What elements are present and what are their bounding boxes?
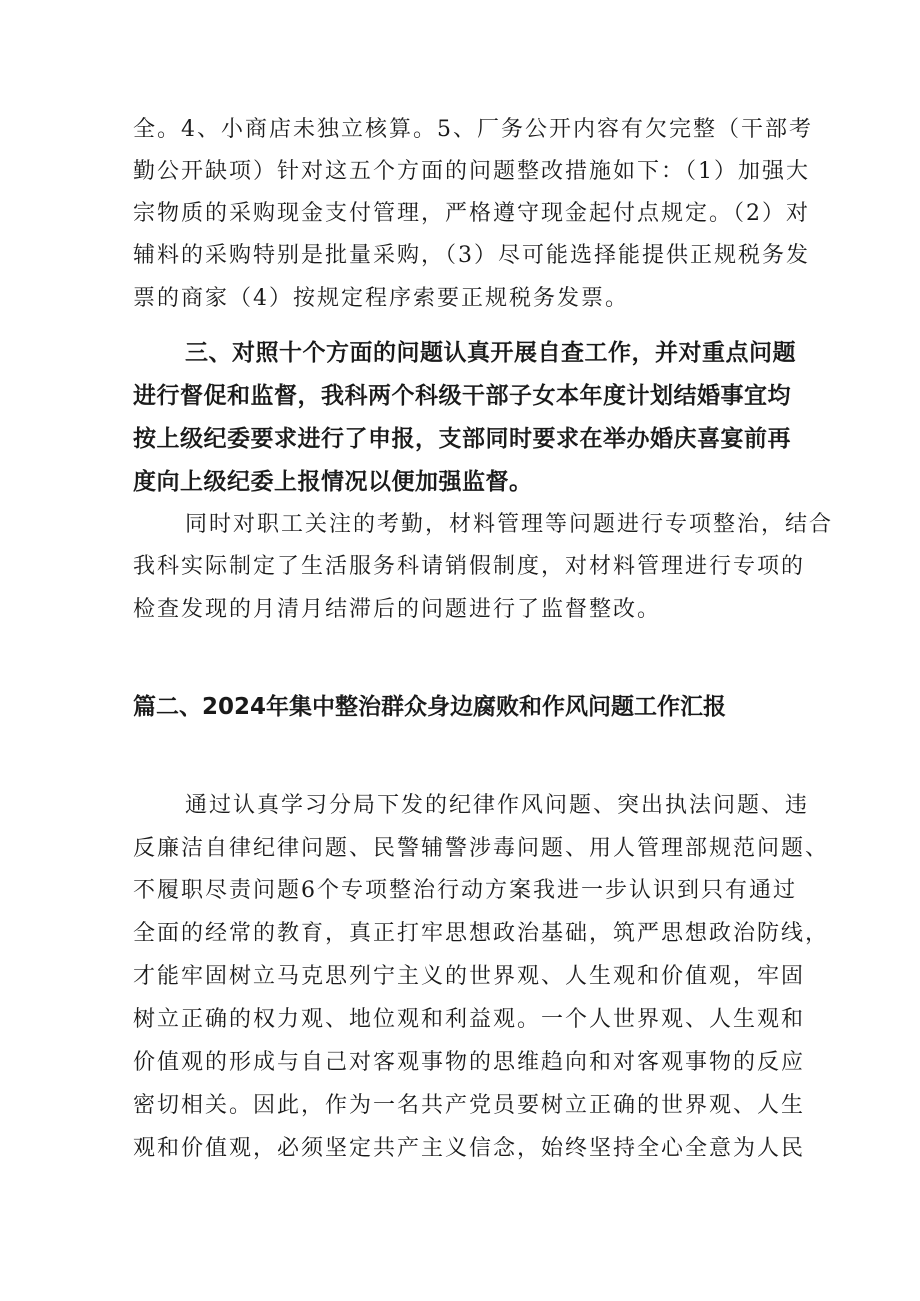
text-line: 检查发现的月清月结滞后的问题进行了监督整改。 — [133, 597, 662, 622]
text-line: 勤公开缺项）针对这五个方面的问题整改措施如下：（1）加强大 — [133, 159, 810, 184]
text-line: 通过认真学习分局下发的纪律作风问题、突出执法问题、违 — [185, 793, 810, 818]
text-line: 票的商家（4）按规定程序索要正规税务发票。 — [133, 286, 629, 311]
text-line: 价值观的形成与自己对客观事物的思维趋向和对客观事物的反应 — [133, 1050, 806, 1075]
text-line: 我科实际制定了生活服务科请销假制度，对材料管理进行专项的 — [133, 554, 806, 579]
text-line: 按上级纪委要求进行了申报，支部同时要求在举办婚庆喜宴前再 — [133, 426, 791, 452]
text-line: 反廉洁自律纪律问题、民警辅警涉毒问题、用人管理部规范问题、 — [133, 836, 830, 861]
text-line: 树立正确的权力观、地位观和利益观。一个人世界观、人生观和 — [133, 1007, 806, 1032]
text-line: 三、对照十个方面的问题认真开展自查工作，并对重点问题 — [185, 340, 796, 366]
text-line: 进行督促和监督，我科两个科级干部子女本年度计划结婚事宜均 — [133, 383, 791, 409]
text-line: 度向上级纪委上报情况以便加强监督。 — [133, 469, 533, 495]
text-line: 才能牢固树立马克思列宁主义的世界观、人生观和价值观，牢固 — [133, 964, 806, 989]
text-line: 不履职尽责问题6个专项整治行动方案我进一步认识到只有通过 — [133, 878, 797, 903]
section-title: 篇二、2024年集中整治群众身边腐败和作风问题工作汇报 — [133, 694, 727, 720]
text-line: 辅料的采购特别是批量采购，（3）尽可能选择能提供正规税务发 — [133, 243, 810, 268]
text-line: 同时对职工关注的考勤，材料管理等问题进行专项整治，结合 — [185, 512, 834, 537]
text-line: 宗物质的采购现金支付管理，严格遵守现金起付点规定。（2）对 — [133, 201, 810, 226]
text-line: 密切相关。因此，作为一名共产党员要树立正确的世界观、人生 — [133, 1093, 806, 1118]
text-line: 全。4、小商店未独立核算。5、厂务公开内容有欠完整（干部考 — [133, 117, 813, 142]
text-line: 全面的经常的教育，真正打牢思想政治基础，筑严思想政治防线， — [133, 921, 830, 946]
text-line: 观和价值观，必须坚定共产主义信念，始终坚持全心全意为人民 — [133, 1136, 806, 1161]
